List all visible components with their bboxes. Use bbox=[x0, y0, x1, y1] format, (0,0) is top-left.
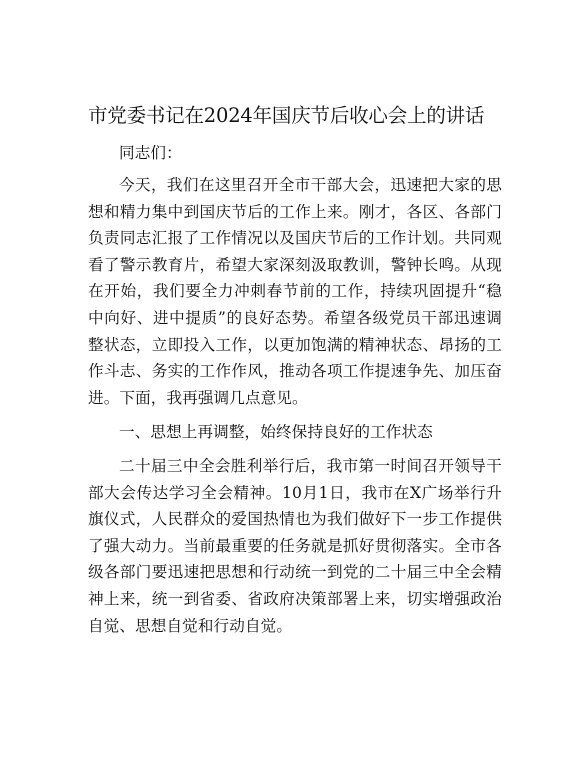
document-title: 市党委书记在2024年国庆节后收心会上的讲话 bbox=[88, 104, 485, 127]
paragraph-opening: 今天，我们在这里召开全市干部大会，迅速把大家的思想和精力集中到国庆节后的工作上来。刚才，各区、各部门负责同志汇报了工作情况以及国庆节后的工作计划。共同观看了警示教育片，希望大家深刻汲取教训，警钟长鸣。从现在开始，我们要全力冲刺春节前的工作，持续巩固提升“稳中向好、进中提质”的良好态势。希望各级党员干部迅速调整状态，立即投入工作，以更加饱满的精神状态、昂扬的工作斗志、务实的工作作风，推动各项工作提速争先、加压奋进。下面，我再强调几点意见。 bbox=[88, 176, 502, 407]
salutation: 同志们： bbox=[119, 144, 182, 162]
paragraph-section-1: 二十届三中全会胜利举行后，我市第一时间召开领导干部大会传达学习全会精神。10月1日，我市在X广场举行升旗仪式，人民群众的爱国热情也为我们做好下一步工作提供了强大动力。当前最重要的任务就是抓好贯彻落实。全市各级各部门要迅速把思想和行动统一到党的二十届三中全会精神上来，统一到省委、省政府决策部署上来，切实增强政治自觉、思想自觉和行动自觉。 bbox=[88, 457, 502, 635]
section-heading: 一、思想上再调整，始终保持良好的工作状态 bbox=[119, 423, 433, 441]
